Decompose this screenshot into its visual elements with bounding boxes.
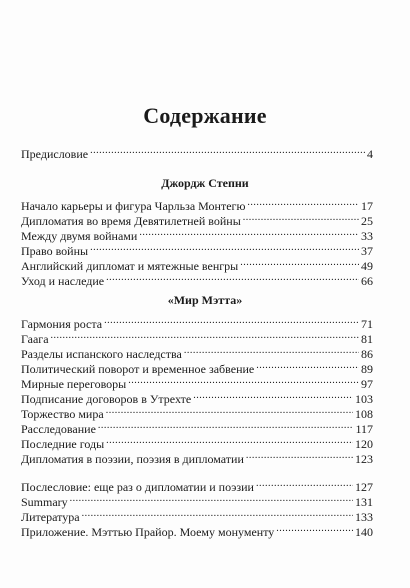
toc-entry[interactable] [21, 240, 373, 258]
toc-entry-label: Торжество мира [21, 407, 104, 421]
toc-entry-page: 86 [361, 347, 373, 361]
toc-entry[interactable] [21, 255, 373, 273]
toc-entry-page: 103 [355, 392, 373, 406]
toc-entry[interactable] [21, 313, 373, 331]
dot-leader [106, 270, 359, 285]
toc-entry-page: 127 [355, 480, 373, 494]
toc-entry-label: Литература [21, 510, 80, 524]
toc-entry-preface[interactable] [21, 143, 373, 161]
toc-entry-label: Дипломатия в поэзии, поэзия в дипломатии [21, 452, 244, 466]
toc-entry-page: 123 [355, 452, 373, 466]
dot-leader [139, 225, 359, 240]
dot-leader [193, 388, 353, 403]
toc-entry-page: 108 [355, 407, 373, 421]
toc-entry-label: Расследование [21, 422, 96, 436]
toc-entry-label: Приложение. Мэттью Прайор. Моему монументу [21, 525, 275, 539]
toc-entry-label: Мирные переговоры [21, 377, 127, 391]
page-title: Содержание [143, 103, 267, 128]
dot-leader [70, 491, 353, 506]
toc-entry-page: 17 [361, 199, 373, 213]
toc-entry-page: 120 [355, 437, 373, 451]
toc-entry-label: Между двумя войнами [21, 229, 138, 243]
toc-entry[interactable] [21, 195, 373, 213]
toc-entry-page: 131 [355, 495, 373, 509]
dot-leader [128, 373, 359, 388]
toc-entry[interactable] [21, 506, 373, 524]
toc-entry-label: Дипломатия во время Девятилетней войны [21, 214, 241, 228]
toc-entry-label: Право войны [21, 244, 89, 258]
dot-leader [276, 521, 353, 536]
toc-entry[interactable] [21, 270, 373, 288]
toc-entry-label: Предисловие [21, 147, 89, 161]
section-heading-stepney: Джордж Степни [161, 176, 249, 190]
dot-leader [247, 195, 359, 210]
toc-entry[interactable] [21, 388, 373, 406]
toc-entry[interactable] [21, 418, 373, 436]
dot-leader [106, 403, 353, 418]
dot-leader [184, 343, 359, 358]
toc-entry-page: 89 [361, 362, 373, 376]
toc-entry-label: Послесловие: еще раз о дипломатии и поэзии [21, 480, 254, 494]
toc-entry[interactable] [21, 476, 373, 494]
toc-entry-page: 140 [355, 525, 373, 539]
toc-entry-page: 133 [355, 510, 373, 524]
toc-entry-page: 71 [361, 317, 373, 331]
dot-leader [240, 255, 359, 270]
toc-entry[interactable] [21, 328, 373, 346]
toc-entry-label: Summary [21, 495, 68, 509]
dot-leader [256, 358, 359, 373]
toc-entry[interactable] [21, 373, 373, 391]
toc-entry-page: 49 [361, 259, 373, 273]
toc-entry-page: 97 [361, 377, 373, 391]
toc-entry-label: Подписание договоров в Утрехте [21, 392, 192, 406]
toc-entry-page: 37 [361, 244, 373, 258]
toc-entry-page: 81 [361, 332, 373, 346]
toc-entry-label: Политический поворот и временное забвение [21, 362, 255, 376]
toc-entry-label: Гаага [21, 332, 49, 346]
section-heading-mett: «Мир Мэтта» [167, 293, 243, 307]
toc-entry[interactable] [21, 343, 373, 361]
toc-entry[interactable] [21, 210, 373, 228]
toc-entry[interactable] [21, 358, 373, 376]
dot-leader [51, 328, 359, 343]
toc-entry-page: 25 [361, 214, 373, 228]
dot-leader [90, 240, 359, 255]
toc-entry-page: 4 [367, 147, 373, 161]
toc-entry[interactable] [21, 491, 373, 509]
toc-entry[interactable] [21, 521, 373, 539]
toc-entry[interactable] [21, 448, 373, 466]
dot-leader [104, 313, 359, 328]
toc-entry-page: 33 [361, 229, 373, 243]
dot-leader [98, 418, 354, 433]
toc-entry-label: Начало карьеры и фигура Чарльза Монтегю [21, 199, 246, 213]
toc-entry-label: Разделы испанского наследства [21, 347, 182, 361]
toc-entry-label: Гармония роста [21, 317, 103, 331]
toc-entry[interactable] [21, 225, 373, 243]
toc-entry[interactable] [21, 433, 373, 451]
toc-entry-page: 117 [355, 422, 373, 436]
toc-entry[interactable] [21, 403, 373, 421]
toc-entry-label: Английский дипломат и мятежные венгры [21, 259, 239, 273]
toc-entry-page: 66 [361, 274, 373, 288]
toc-entry-label: Последние годы [21, 437, 105, 451]
dot-leader [106, 433, 353, 448]
dot-leader [246, 448, 353, 463]
dot-leader [256, 476, 353, 491]
toc-entry-label: Уход и наследие [21, 274, 105, 288]
dot-leader [82, 506, 353, 521]
dot-leader [90, 143, 365, 158]
dot-leader [243, 210, 359, 225]
